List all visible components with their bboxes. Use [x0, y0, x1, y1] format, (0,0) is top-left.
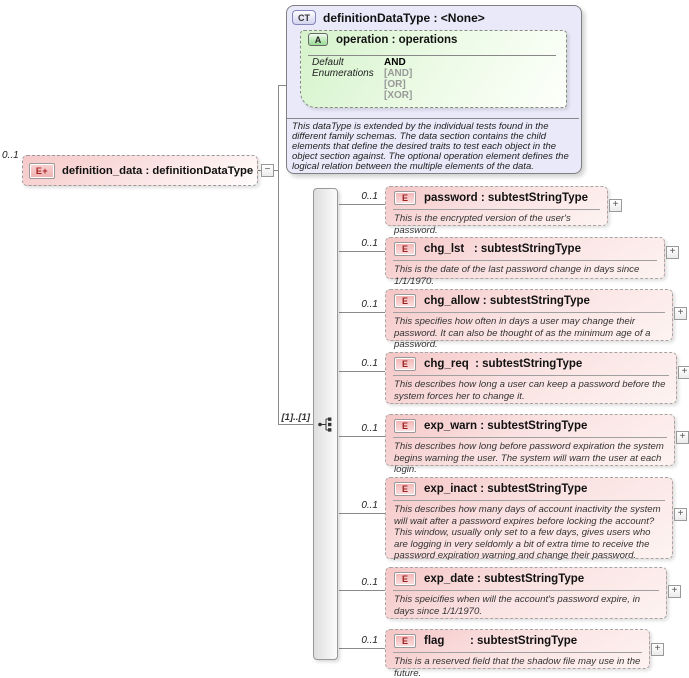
element-description: This is the date of the last password change in days since 1/1/1970.: [394, 264, 640, 287]
element-icon: E: [394, 482, 416, 496]
expand-icon[interactable]: +: [674, 508, 687, 521]
facet-enum-value: [AND]: [384, 68, 413, 79]
connector-child: [339, 590, 385, 591]
facet-enum-value: [OR]: [384, 79, 406, 90]
collapse-icon[interactable]: −: [261, 164, 274, 177]
connector-child: [339, 204, 385, 205]
element-separator: [393, 209, 600, 210]
complextype-separator: [287, 118, 579, 119]
connector-child: [339, 436, 385, 437]
element-separator: [393, 437, 667, 438]
element-description: This is the encrypted version of the user's password.: [394, 213, 571, 236]
sequence-icon: [317, 416, 334, 438]
element-plus-icon: E+: [29, 163, 55, 179]
facet-default-value: AND: [384, 57, 406, 68]
element-separator: [393, 375, 669, 376]
element-chg-allow[interactable]: [385, 289, 673, 350]
expand-icon[interactable]: +: [666, 246, 679, 259]
child-cardinality: 0..1: [361, 358, 378, 369]
element-separator: [393, 260, 657, 261]
element-chg-req[interactable]: [385, 352, 677, 404]
element-exp-date[interactable]: [385, 567, 667, 619]
facet-enum-value: [XOR]: [384, 90, 413, 101]
element-icon: E: [394, 634, 416, 648]
expand-icon[interactable]: +: [651, 643, 664, 656]
complextype-icon: CT: [292, 10, 316, 25]
attribute-separator: [308, 55, 556, 56]
child-cardinality: 0..1: [361, 577, 378, 588]
connector-child: [339, 312, 385, 313]
child-cardinality: 0..1: [361, 635, 378, 646]
element-label: chg_lst : subtestStringType: [424, 243, 581, 255]
complextype-header: [292, 10, 485, 25]
expand-icon[interactable]: +: [676, 431, 689, 444]
element-description: This describes how long a user can keep a password before the system forces her to change it.: [394, 379, 666, 402]
expand-icon[interactable]: +: [674, 307, 687, 320]
element-label: exp_inact : subtestStringType: [424, 483, 588, 495]
element-flag[interactable]: [385, 629, 650, 678]
element-separator: [393, 590, 659, 591]
connector-trunk: [278, 85, 279, 425]
child-cardinality: 0..1: [361, 191, 378, 202]
complextype-title: definitionDataType : <None>: [323, 10, 485, 25]
child-cardinality: 0..1: [361, 299, 378, 310]
element-separator: [393, 652, 642, 653]
element-separator: [393, 500, 665, 501]
element-label: flag : subtestStringType: [424, 635, 578, 647]
element-label: password : subtestStringType: [424, 192, 589, 204]
root-element-label: definition_data : definitionDataType: [62, 164, 254, 177]
element-icon: E: [394, 191, 416, 205]
element-label: exp_date : subtestStringType: [424, 573, 585, 585]
element-description: This describes how long before password expiration the system begins warning the user. The system will warn the user at each login.: [394, 441, 664, 475]
root-element-definition-data[interactable]: [22, 155, 258, 186]
root-cardinality: 0..1: [2, 150, 19, 161]
attribute-title: operation : operations: [336, 33, 458, 46]
facet-default-label: Default: [312, 57, 344, 68]
child-cardinality: 0..1: [361, 423, 378, 434]
child-cardinality: 0..1: [361, 238, 378, 249]
element-icon: E: [394, 242, 416, 256]
element-description: This specifies how often in days a user may change their password. It can also be thought of as the minimum age of a password.: [394, 316, 651, 350]
complextype-description: This dataType is extended by the individual tests found in the different family schemas. The data section contains the child elements that define the desired traits to test each object in the object section against. The optional operation element defines the logical relation between the multiple elements of the data.: [292, 121, 569, 172]
element-chg-lst[interactable]: [385, 237, 665, 287]
attribute-icon: A: [308, 33, 328, 46]
element-icon: E: [394, 419, 416, 433]
element-icon: E: [394, 357, 416, 371]
child-cardinality: 0..1: [361, 500, 378, 511]
connector-child: [339, 648, 385, 649]
connector-child: [339, 371, 385, 372]
element-exp-inact[interactable]: [385, 477, 673, 559]
sequence-occurrence: [1]..[1]: [281, 412, 310, 423]
element-label: exp_warn : subtestStringType: [424, 420, 588, 432]
element-label: chg_allow : subtestStringType: [424, 295, 590, 307]
connector-child: [339, 513, 385, 514]
element-description: This is a reserved field that the shadow file may use in the future.: [394, 656, 641, 678]
connector-child: [339, 251, 385, 252]
expand-icon[interactable]: +: [668, 585, 681, 598]
attribute-header: [308, 33, 457, 46]
element-password[interactable]: [385, 186, 608, 236]
element-description: This describes how many days of account inactivity the system will wait after a password expires before locking the account? This window, usually only set to a few days, gives users who are logging in very seldomly a bit of extra time to receive the password expiration warning and change their password.: [394, 504, 661, 561]
facet-enumerations-label: Enumerations: [312, 68, 374, 79]
element-separator: [393, 312, 665, 313]
expand-icon[interactable]: +: [609, 199, 622, 212]
element-label: chg_req : subtestStringType: [424, 358, 583, 370]
element-icon: E: [394, 572, 416, 586]
element-exp-warn[interactable]: [385, 414, 675, 475]
expand-icon[interactable]: +: [678, 366, 689, 379]
element-description: This speicifies when will the account's password expire, in days since 1/1/1970.: [394, 594, 641, 617]
connector-to-sequence: [278, 424, 313, 425]
element-icon: E: [394, 294, 416, 308]
